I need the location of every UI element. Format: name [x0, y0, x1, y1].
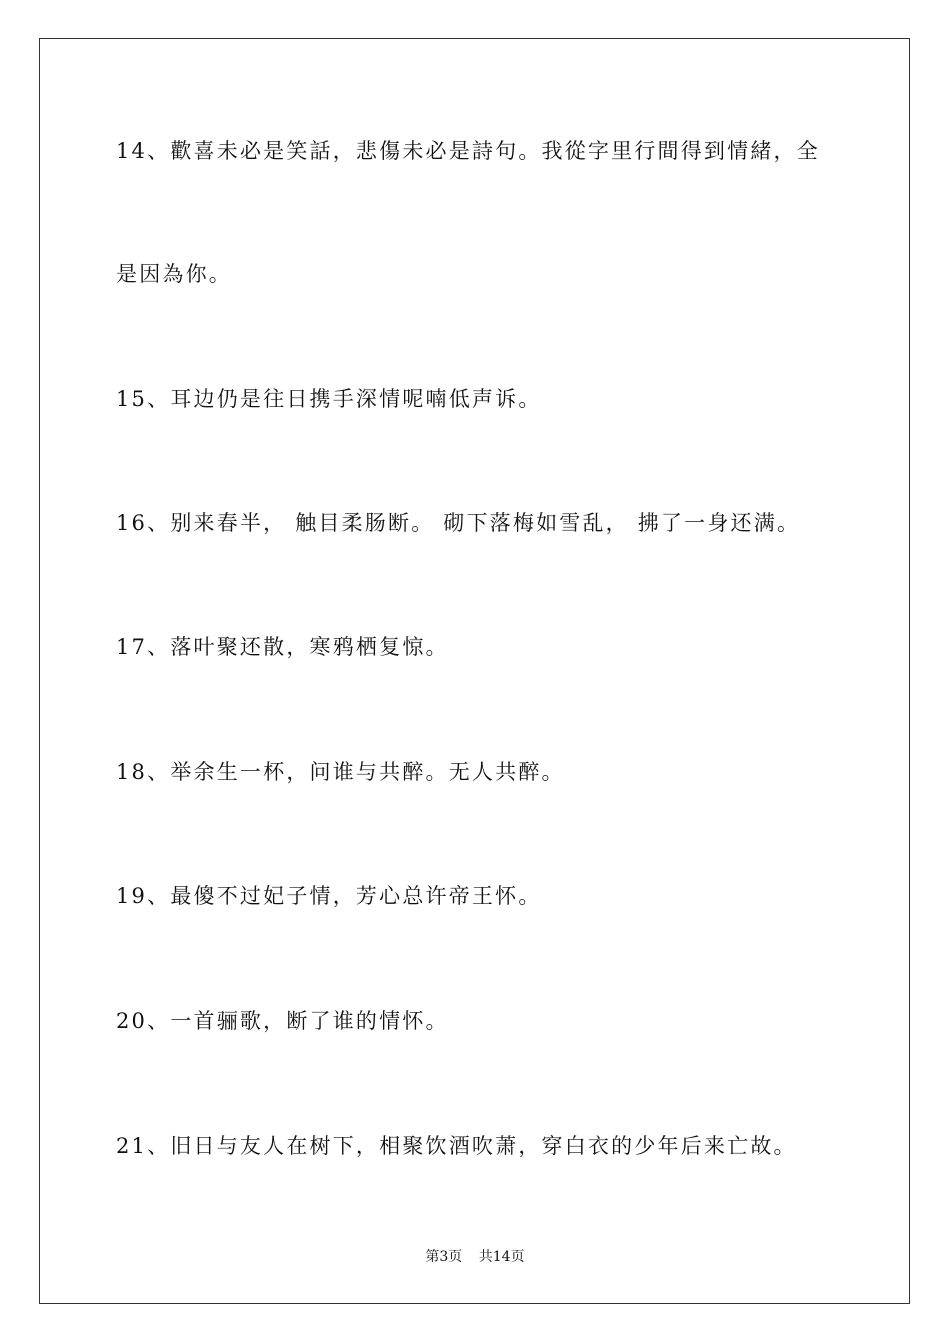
text-line: 18、举余生一杯，问谁与共醉。无人共醉。	[116, 760, 565, 784]
text-line: 15、耳边仍是往日携手深情呢喃低声诉。	[116, 387, 542, 411]
text-line: 14、歡喜未必是笑話，悲傷未必是詩句。我從字里行間得到情緒，全	[116, 139, 820, 163]
page-number-current: 第3页	[425, 1249, 463, 1265]
text-line: 17、落叶聚还散，寒鸦栖复惊。	[116, 635, 449, 659]
page-frame	[39, 38, 910, 1304]
page-number-total: 共14页	[478, 1249, 525, 1265]
page-footer	[0, 1248, 950, 1266]
text-line: 16、别来春半， 触目柔肠断。 砌下落梅如雪乱， 拂了一身还满。	[116, 511, 801, 535]
text-line: 19、最傻不过妃子情，芳心总许帝王怀。	[116, 884, 542, 908]
text-line: 20、一首骊歌，断了谁的情怀。	[116, 1009, 449, 1033]
text-line: 21、旧日与友人在树下，相聚饮酒吹萧，穿白衣的少年后来亡故。	[116, 1134, 797, 1158]
text-line: 是因為你。	[116, 262, 232, 286]
